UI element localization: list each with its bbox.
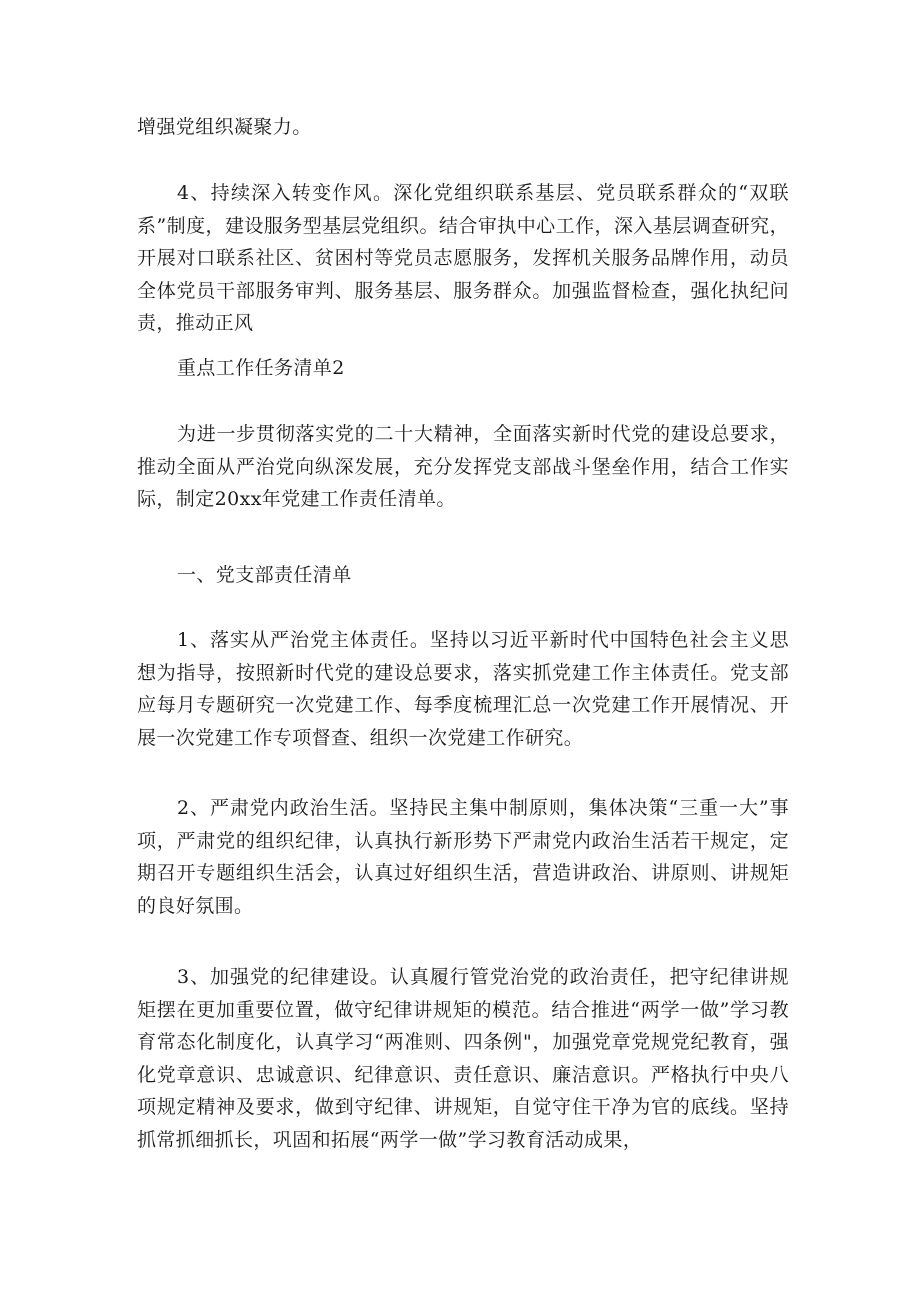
paragraph-item-3: 3、加强党的纪律建设。认真履行管党治党的政治责任，把守纪律讲规矩摆在更加重要位置，做守纪律讲规矩的模范。结合推进“两学一做”学习教育常态化制度化，认真学习“两准则、四条例"，加强党章党规党纪教育，强化党章意识、忠诚意识、纪律意识、责任意识、廉洁意识。严格执行中央八项规定精神及要求，做到守纪律、讲规矩，自觉守住干净为官的底线。坚持抓常抓细抓长，巩固和拓展“两学一做”学习教育活动成果，: [137, 966, 789, 1151]
intro-paragraph: 为进一步贯彻落实党的二十大精神，全面落实新时代党的建设总要求，推动全面从严治党向纵深发展，充分发挥党支部战斗堡垒作用，结合工作实际，制定20xx年党建工作责任清单。: [137, 423, 789, 510]
paragraph-item-1: 1、落实从严治党主体责任。坚持以习近平新时代中国特色社会主义思想为指导，按照新时代党的建设总要求，落实抓党建工作主体责任。党支部应每月专题研究一次党建工作、每季度梳理汇总一次党建工作开展情况、开展一次党建工作专项督查、组织一次党建工作研究。: [137, 629, 789, 749]
section-title: 重点工作任务清单2: [177, 357, 345, 379]
heading-branch-responsibilities: 一、党支部责任清单: [177, 564, 352, 586]
paragraph-item-4: 4、持续深入转变作风。深化党组织联系基层、党员联系群众的“双联系”制度，建设服务型基层党组织。结合审执中心工作，深入基层调查研究，开展对口联系社区、贫困村等党员志愿服务，发挥机关服务品牌作用，动员全体党员干部服务审判、服务基层、服务群众。加强监督检查，强化执纪问责，推动正风: [137, 182, 789, 334]
paragraph-continuation: 增强党组织凝聚力。: [137, 116, 312, 138]
paragraph-item-2: 2、严肃党内政治生活。坚持民主集中制原则，集体决策“三重一大”事项，严肃党的组织纪律，认真执行新形势下严肃党内政治生活若干规定，定期召开专题组织生活会，认真过好组织生活，营造讲政治、讲原则、讲规矩的良好氛围。: [137, 797, 789, 917]
